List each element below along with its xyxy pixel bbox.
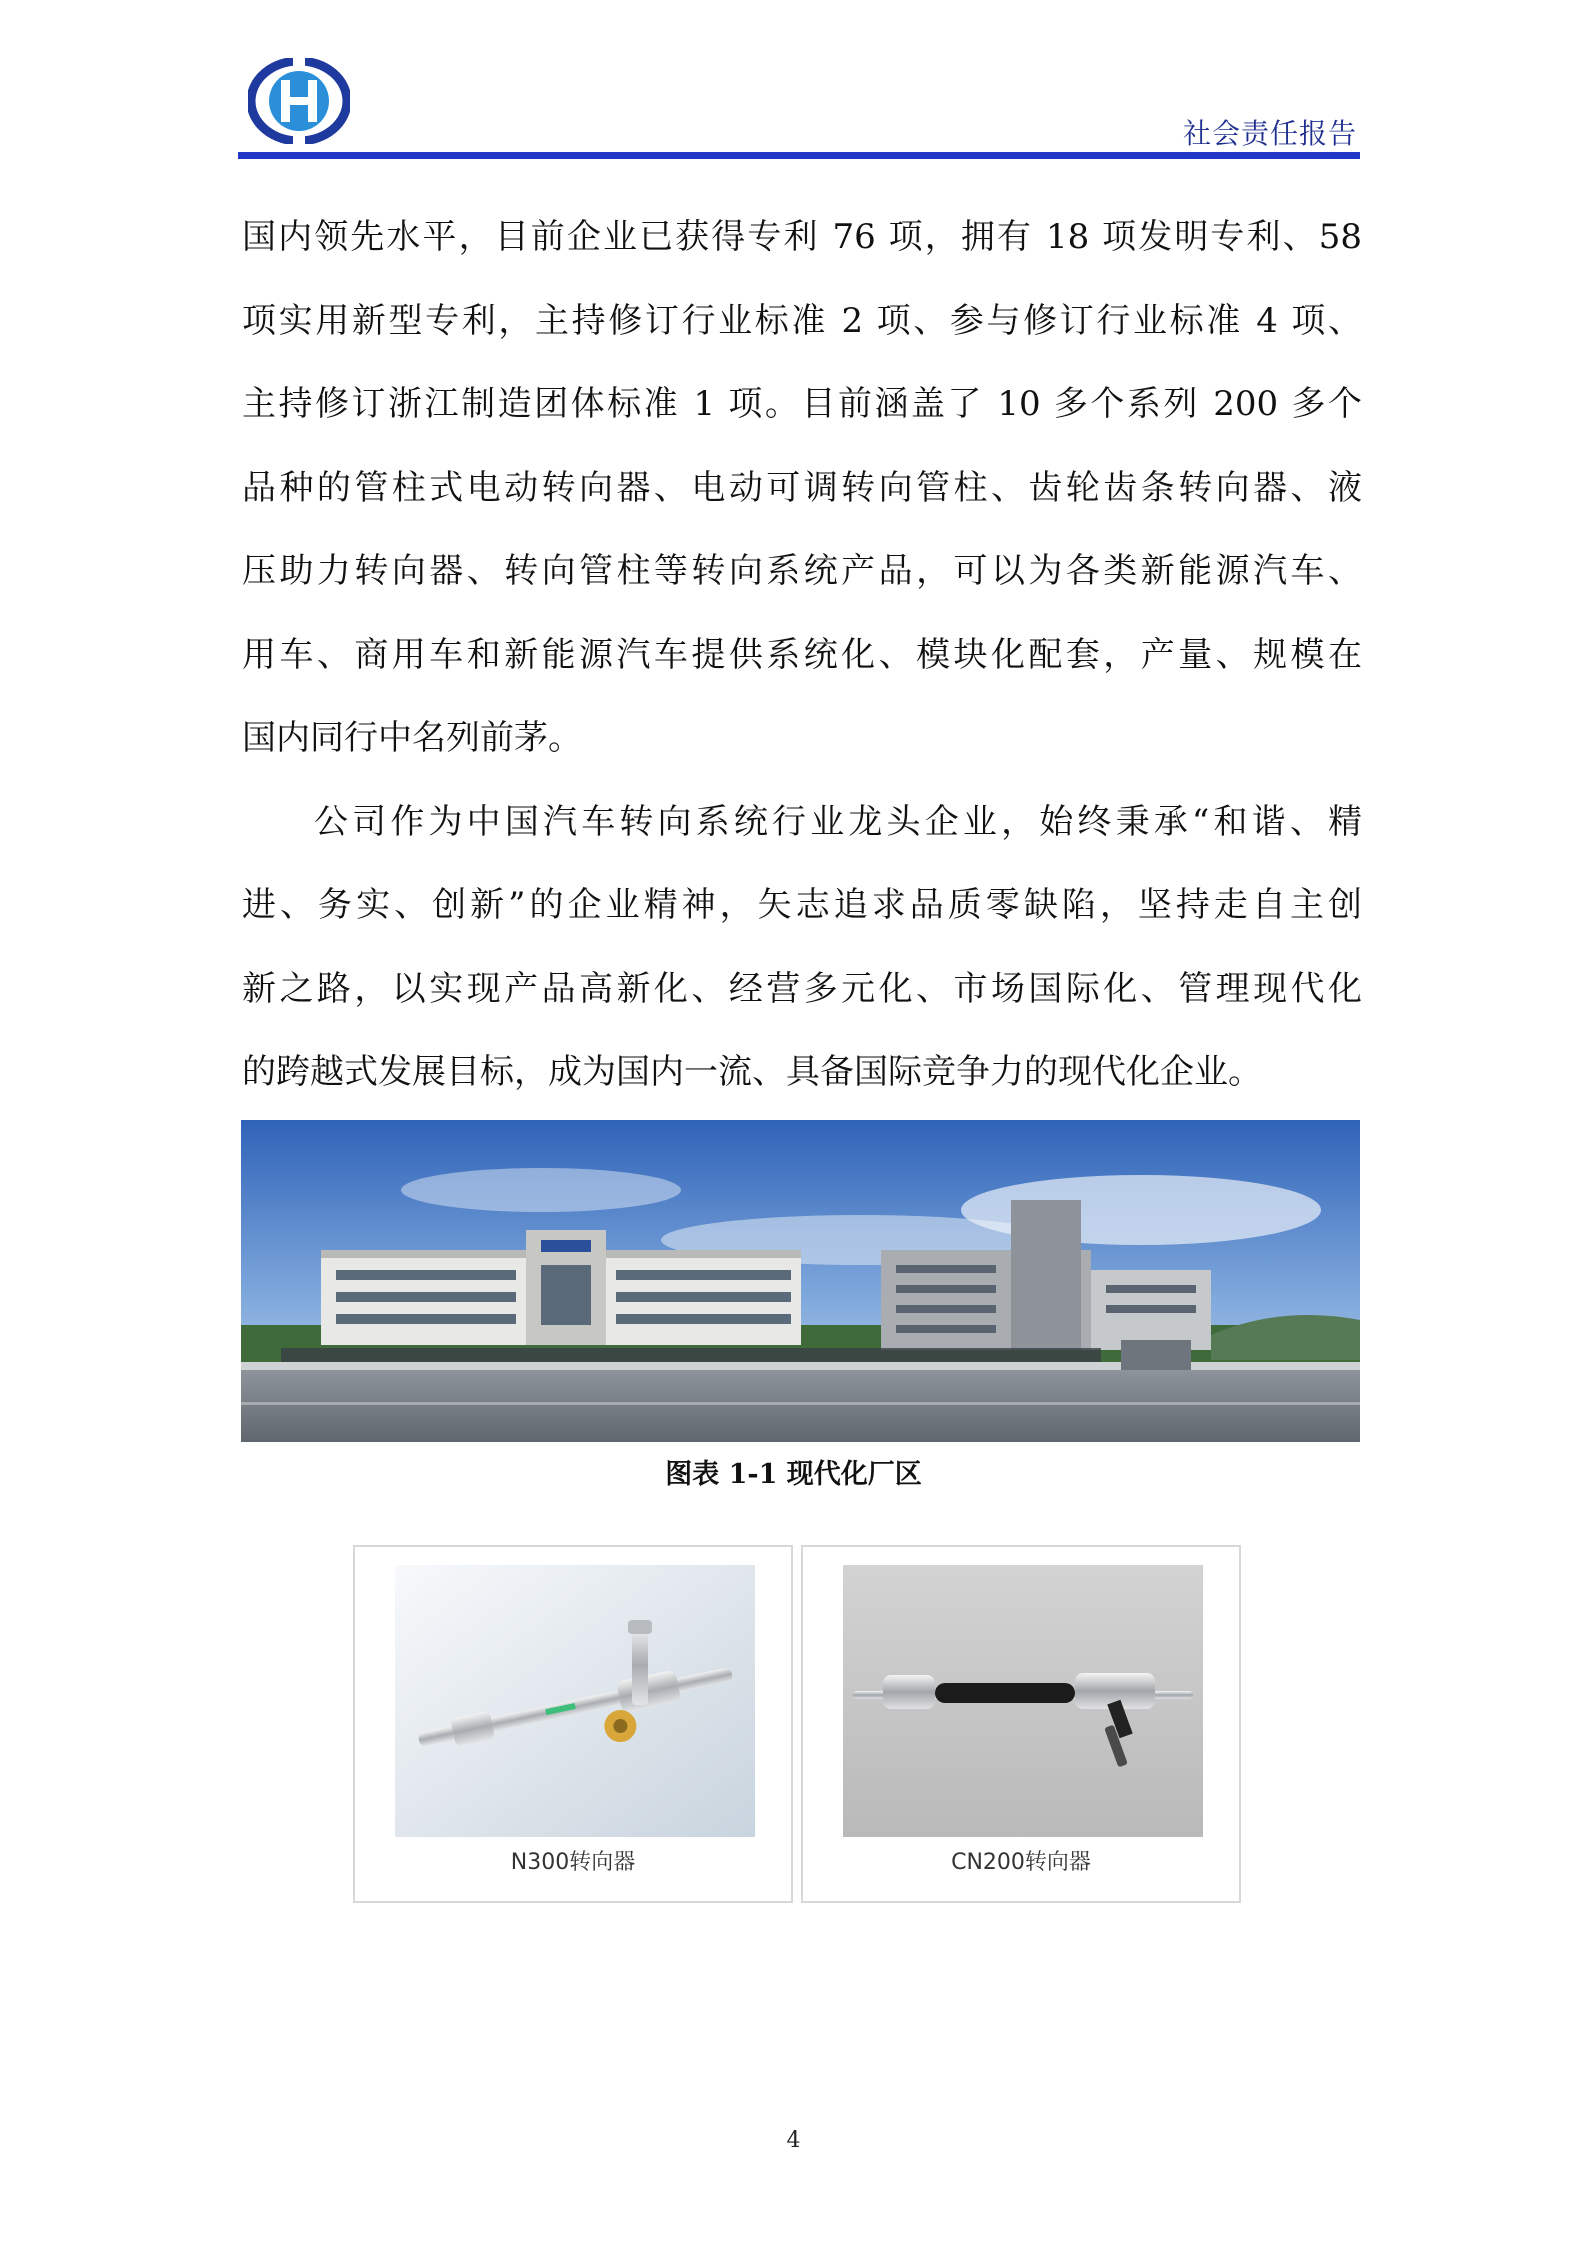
product-card-n300	[353, 1545, 793, 1903]
product-label: N300转向器	[510, 1850, 636, 1875]
text-line: 国内领先水平，目前企业已获得专利 76 项，拥有 18 项发明专利、58	[242, 217, 1362, 257]
text-line: 国内同行中名列前茅。	[242, 718, 582, 758]
steering-gear-cn200-image	[843, 1565, 1203, 1837]
report-title: 社会责任报告	[1182, 117, 1357, 150]
figure-caption: 图表 1-1 现代化厂区	[665, 1459, 922, 1490]
paragraph-1	[242, 196, 1362, 781]
page-number: 4	[786, 2128, 801, 2153]
steering-gear-n300-image	[395, 1565, 755, 1837]
text-line: 进、务实、创新”的企业精神，矢志追求品质零缺陷，坚持走自主创	[242, 885, 1362, 925]
factory-photo	[241, 1120, 1360, 1442]
text-line: 品种的管柱式电动转向器、电动可调转向管柱、齿轮齿条转向器、液	[242, 467, 1362, 508]
text-line: 主持修订浙江制造团体标准 1 项。目前涵盖了 10 多个系列 200 多个	[242, 384, 1362, 424]
text-line: 压助力转向器、转向管柱等转向系统产品，可以为各类新能源汽车、	[242, 551, 1362, 591]
text-line: 公司作为中国汽车转向系统行业龙头企业，始终秉承“和谐、精	[314, 801, 1362, 842]
product-label: CN200转向器	[951, 1850, 1091, 1875]
body-text	[242, 196, 1362, 1115]
text-line: 的跨越式发展目标，成为国内一流、具备国际竞争力的现代化企业。	[242, 1052, 1262, 1092]
paragraph-2	[242, 781, 1362, 1115]
text-line: 新之路，以实现产品高新化、经营多元化、市场国际化、管理现代化	[242, 968, 1362, 1009]
product-card-cn200	[801, 1545, 1241, 1903]
text-line: 项实用新型专利，主持修订行业标准 2 项、参与修订行业标准 4 项、	[242, 300, 1362, 341]
header-divider	[238, 152, 1360, 159]
company-logo	[248, 58, 350, 144]
text-line: 用车、商用车和新能源汽车提供系统化、模块化配套，产量、规模在	[242, 634, 1362, 675]
